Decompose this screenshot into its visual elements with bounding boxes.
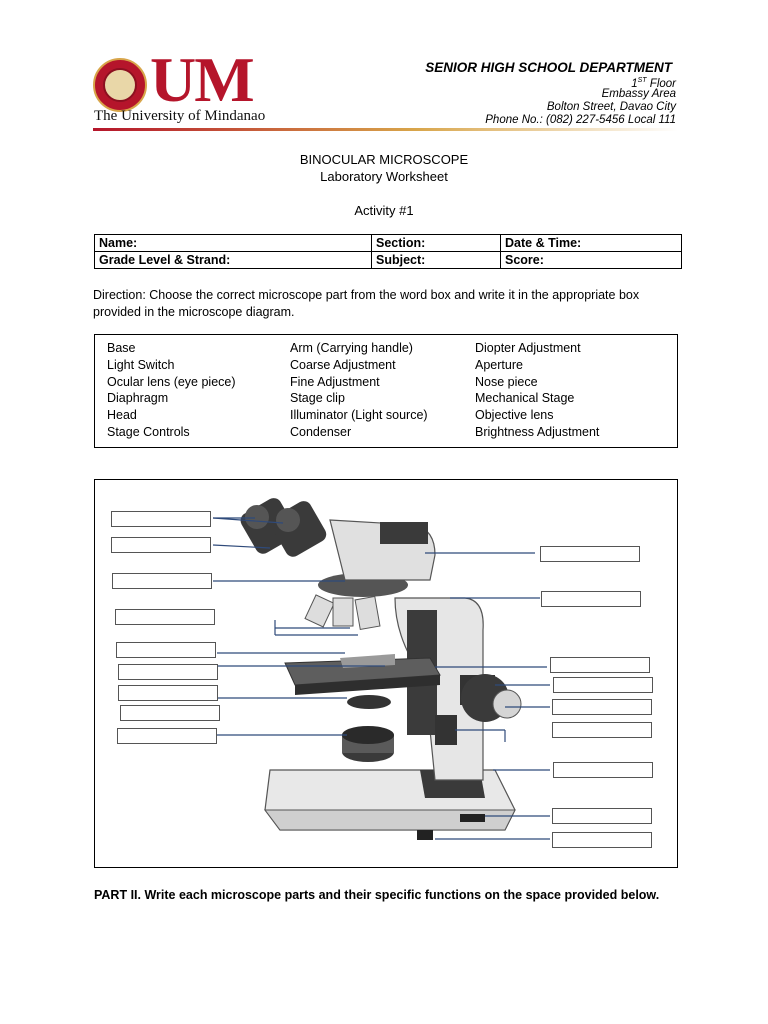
label-box[interactable]	[552, 722, 652, 738]
word-item: Nose piece	[475, 374, 538, 389]
label-box[interactable]	[112, 573, 212, 589]
word-item: Diopter Adjustment	[475, 341, 581, 355]
university-seal-logo	[93, 58, 147, 112]
label-box[interactable]	[111, 511, 211, 527]
label-box[interactable]	[552, 808, 652, 824]
worksheet-title: BINOCULAR MICROSCOPE	[299, 152, 469, 167]
grade-strand-field[interactable]: Grade Level & Strand:	[95, 252, 372, 269]
address-phone: Phone No.: (082) 227-5456 Local 111	[485, 114, 676, 126]
label-box[interactable]	[553, 677, 653, 693]
word-column-1	[107, 340, 236, 441]
word-item: Coarse Adjustment	[290, 357, 396, 372]
address-area: Embassy Area	[601, 88, 676, 100]
label-box[interactable]	[116, 642, 216, 658]
word-item: Aperture	[475, 357, 523, 372]
address-street: Bolton Street, Davao City	[546, 101, 676, 113]
logo-subtitle: The University of Mindanao	[94, 108, 266, 124]
word-item: Head	[107, 408, 137, 423]
label-box[interactable]	[541, 591, 641, 607]
word-item: Objective lens	[475, 408, 554, 423]
label-box[interactable]	[552, 699, 652, 715]
score-field[interactable]: Score:	[501, 252, 682, 269]
logo-wordmark: UM	[150, 44, 253, 115]
label-box[interactable]	[553, 762, 653, 778]
word-item: Arm (Carrying handle)	[290, 341, 413, 355]
word-item: Illuminator (Light source)	[290, 408, 428, 423]
label-box[interactable]	[550, 657, 650, 673]
word-column-2	[290, 340, 428, 441]
word-item: Fine Adjustment	[290, 374, 380, 389]
label-box[interactable]	[115, 609, 215, 625]
word-item: Brightness Adjustment	[475, 424, 600, 439]
label-box[interactable]	[111, 537, 211, 553]
label-box[interactable]	[120, 705, 220, 721]
word-item: Stage clip	[290, 391, 345, 406]
label-box[interactable]	[117, 728, 217, 744]
word-box	[94, 334, 678, 448]
department-title: SENIOR HIGH SCHOOL DEPARTMENT	[425, 60, 672, 75]
word-item: Ocular lens (eye piece)	[107, 374, 236, 389]
part-two-instructions: PART II. Write each microscope parts and their specific functions on the space provided below.	[94, 888, 660, 902]
student-info-table	[94, 234, 682, 269]
subject-field[interactable]: Subject:	[372, 252, 501, 269]
date-time-field[interactable]: Date & Time:	[501, 235, 682, 252]
header-rule	[93, 128, 678, 131]
word-column-3	[475, 340, 599, 441]
label-box[interactable]	[118, 685, 218, 701]
address-floor: 1ST Floor	[631, 77, 676, 90]
worksheet-subtitle: Laboratory Worksheet	[320, 169, 448, 184]
word-item: Light Switch	[107, 357, 175, 372]
label-box[interactable]	[552, 832, 652, 848]
name-field[interactable]: Name:	[95, 235, 372, 252]
word-item: Condenser	[290, 424, 352, 439]
section-field[interactable]: Section:	[372, 235, 501, 252]
word-item: Diaphragm	[107, 391, 169, 406]
word-item: Base	[107, 341, 136, 355]
direction-text: Direction: Choose the correct microscope part from the word box and write it in the appropriate box provided in the microscope diagram.	[93, 288, 640, 319]
label-box[interactable]	[540, 546, 640, 562]
label-box[interactable]	[118, 664, 218, 680]
word-item: Stage Controls	[107, 424, 190, 439]
word-item: Mechanical Stage	[475, 391, 575, 406]
microscope-diagram	[94, 479, 678, 868]
activity-number: Activity #1	[354, 203, 414, 218]
